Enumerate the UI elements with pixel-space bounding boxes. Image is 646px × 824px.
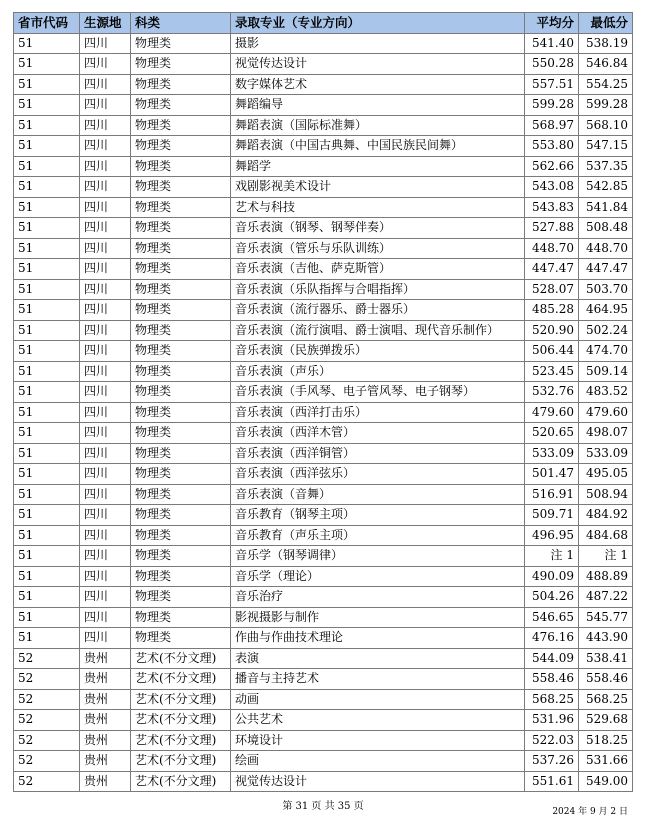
cell-province-code: 51 (14, 525, 80, 546)
cell-major: 音乐表演（声乐） (231, 361, 525, 382)
cell-average-score: 557.51 (525, 74, 579, 95)
cell-major: 作曲与作曲技术理论 (231, 628, 525, 649)
cell-origin: 四川 (80, 54, 131, 75)
table-row (14, 505, 633, 526)
cell-category: 物理类 (131, 95, 231, 116)
cell-category: 物理类 (131, 361, 231, 382)
header-major: 录取专业（专业方向） (231, 13, 525, 34)
table-row (14, 751, 633, 772)
cell-province-code: 51 (14, 95, 80, 116)
cell-province-code: 51 (14, 156, 80, 177)
cell-min-score: 531.66 (579, 751, 633, 772)
cell-average-score: 544.09 (525, 648, 579, 669)
cell-province-code: 51 (14, 74, 80, 95)
cell-origin: 四川 (80, 341, 131, 362)
cell-min-score: 503.70 (579, 279, 633, 300)
cell-average-score: 550.28 (525, 54, 579, 75)
cell-category: 艺术(不分文理) (131, 689, 231, 710)
cell-average-score: 520.90 (525, 320, 579, 341)
cell-average-score: 558.46 (525, 669, 579, 690)
cell-category: 物理类 (131, 464, 231, 485)
cell-category: 物理类 (131, 136, 231, 157)
cell-major: 艺术与科技 (231, 197, 525, 218)
cell-average-score: 523.45 (525, 361, 579, 382)
cell-origin: 四川 (80, 218, 131, 239)
cell-category: 物理类 (131, 607, 231, 628)
cell-province-code: 52 (14, 751, 80, 772)
table-row (14, 607, 633, 628)
table-row (14, 54, 633, 75)
cell-average-score: 562.66 (525, 156, 579, 177)
table-row (14, 402, 633, 423)
cell-major: 舞蹈表演（国际标准舞） (231, 115, 525, 136)
cell-province-code: 51 (14, 177, 80, 198)
table-row (14, 177, 633, 198)
cell-major: 舞蹈学 (231, 156, 525, 177)
cell-origin: 四川 (80, 607, 131, 628)
cell-origin: 四川 (80, 505, 131, 526)
cell-min-score: 533.09 (579, 443, 633, 464)
table-row (14, 361, 633, 382)
cell-province-code: 52 (14, 689, 80, 710)
table-row (14, 218, 633, 239)
cell-major: 音乐教育（声乐主项） (231, 525, 525, 546)
cell-average-score: 543.08 (525, 177, 579, 198)
cell-major: 音乐表演（西洋弦乐） (231, 464, 525, 485)
cell-province-code: 51 (14, 628, 80, 649)
cell-min-score: 483.52 (579, 382, 633, 403)
cell-category: 艺术(不分文理) (131, 751, 231, 772)
cell-province-code: 51 (14, 402, 80, 423)
cell-average-score: 516.91 (525, 484, 579, 505)
cell-category: 物理类 (131, 505, 231, 526)
cell-origin: 四川 (80, 587, 131, 608)
cell-category: 物理类 (131, 74, 231, 95)
cell-average-score: 551.61 (525, 771, 579, 792)
cell-province-code: 51 (14, 341, 80, 362)
cell-origin: 贵州 (80, 751, 131, 772)
cell-major: 音乐表演（音舞） (231, 484, 525, 505)
cell-origin: 四川 (80, 382, 131, 403)
cell-province-code: 51 (14, 423, 80, 444)
cell-min-score: 484.92 (579, 505, 633, 526)
cell-major: 音乐治疗 (231, 587, 525, 608)
cell-min-score: 502.24 (579, 320, 633, 341)
cell-origin: 四川 (80, 33, 131, 54)
cell-province-code: 51 (14, 361, 80, 382)
cell-category: 物理类 (131, 156, 231, 177)
cell-major: 摄影 (231, 33, 525, 54)
cell-province-code: 52 (14, 710, 80, 731)
cell-province-code: 51 (14, 505, 80, 526)
cell-category: 物理类 (131, 423, 231, 444)
cell-average-score: 501.47 (525, 464, 579, 485)
cell-origin: 四川 (80, 423, 131, 444)
cell-origin: 贵州 (80, 689, 131, 710)
cell-average-score: 490.09 (525, 566, 579, 587)
cell-average-score: 496.95 (525, 525, 579, 546)
cell-origin: 四川 (80, 115, 131, 136)
table-row (14, 156, 633, 177)
header-province-code: 省市代码 (14, 13, 80, 34)
cell-origin: 四川 (80, 136, 131, 157)
cell-major: 播音与主持艺术 (231, 669, 525, 690)
cell-min-score: 518.25 (579, 730, 633, 751)
cell-category: 物理类 (131, 484, 231, 505)
cell-min-score: 508.94 (579, 484, 633, 505)
cell-average-score: 527.88 (525, 218, 579, 239)
cell-category: 物理类 (131, 259, 231, 280)
cell-average-score: 541.40 (525, 33, 579, 54)
cell-category: 艺术(不分文理) (131, 648, 231, 669)
cell-major: 音乐学（理论） (231, 566, 525, 587)
cell-major: 音乐表演（流行演唱、爵士演唱、现代音乐制作） (231, 320, 525, 341)
cell-min-score: 538.19 (579, 33, 633, 54)
cell-min-score: 529.68 (579, 710, 633, 731)
cell-origin: 四川 (80, 484, 131, 505)
cell-province-code: 51 (14, 33, 80, 54)
cell-min-score: 488.89 (579, 566, 633, 587)
table-row (14, 320, 633, 341)
cell-province-code: 51 (14, 300, 80, 321)
table-row (14, 423, 633, 444)
cell-category: 物理类 (131, 628, 231, 649)
table-row (14, 648, 633, 669)
table-row (14, 136, 633, 157)
cell-origin: 四川 (80, 238, 131, 259)
cell-origin: 四川 (80, 197, 131, 218)
cell-average-score: 568.97 (525, 115, 579, 136)
cell-major: 绘画 (231, 751, 525, 772)
cell-average-score: 553.80 (525, 136, 579, 157)
cell-average-score: 509.71 (525, 505, 579, 526)
cell-min-score: 547.15 (579, 136, 633, 157)
cell-average-score: 520.65 (525, 423, 579, 444)
cell-min-score: 447.47 (579, 259, 633, 280)
table-row (14, 33, 633, 54)
table-row (14, 259, 633, 280)
cell-average-score: 479.60 (525, 402, 579, 423)
cell-origin: 贵州 (80, 710, 131, 731)
cell-min-score: 568.25 (579, 689, 633, 710)
header-category: 科类 (131, 13, 231, 34)
cell-category: 物理类 (131, 402, 231, 423)
cell-average-score: 568.25 (525, 689, 579, 710)
cell-province-code: 51 (14, 54, 80, 75)
table-row (14, 382, 633, 403)
cell-major: 动画 (231, 689, 525, 710)
cell-province-code: 51 (14, 218, 80, 239)
cell-min-score: 599.28 (579, 95, 633, 116)
cell-min-score: 注 1 (579, 546, 633, 567)
cell-province-code: 52 (14, 730, 80, 751)
table-row (14, 300, 633, 321)
cell-province-code: 51 (14, 484, 80, 505)
cell-average-score: 504.26 (525, 587, 579, 608)
table-row (14, 95, 633, 116)
cell-major: 影视摄影与制作 (231, 607, 525, 628)
cell-category: 物理类 (131, 218, 231, 239)
cell-category: 物理类 (131, 33, 231, 54)
cell-province-code: 51 (14, 566, 80, 587)
table-row (14, 546, 633, 567)
cell-category: 物理类 (131, 197, 231, 218)
header-min-score: 最低分 (579, 13, 633, 34)
cell-min-score: 541.84 (579, 197, 633, 218)
cell-major: 音乐表演（西洋木管） (231, 423, 525, 444)
cell-origin: 四川 (80, 361, 131, 382)
table-row (14, 238, 633, 259)
table-row (14, 484, 633, 505)
table-header-row (14, 13, 633, 34)
cell-major: 音乐表演（西洋铜管） (231, 443, 525, 464)
cell-major: 表演 (231, 648, 525, 669)
cell-major: 数字媒体艺术 (231, 74, 525, 95)
cell-average-score: 543.83 (525, 197, 579, 218)
table-row (14, 525, 633, 546)
cell-category: 物理类 (131, 115, 231, 136)
cell-major: 音乐学（钢琴调律） (231, 546, 525, 567)
cell-origin: 四川 (80, 320, 131, 341)
cell-category: 物理类 (131, 566, 231, 587)
cell-province-code: 51 (14, 443, 80, 464)
table-row (14, 197, 633, 218)
cell-category: 物理类 (131, 300, 231, 321)
cell-min-score: 464.95 (579, 300, 633, 321)
cell-major: 公共艺术 (231, 710, 525, 731)
cell-province-code: 51 (14, 136, 80, 157)
cell-major: 音乐表演（西洋打击乐） (231, 402, 525, 423)
cell-major: 音乐表演（手风琴、电子管风琴、电子钢琴） (231, 382, 525, 403)
cell-min-score: 537.35 (579, 156, 633, 177)
cell-min-score: 558.46 (579, 669, 633, 690)
cell-major: 音乐表演（乐队指挥与合唱指挥） (231, 279, 525, 300)
cell-province-code: 51 (14, 587, 80, 608)
table-row (14, 628, 633, 649)
cell-origin: 贵州 (80, 771, 131, 792)
cell-major: 音乐表演（流行器乐、爵士器乐） (231, 300, 525, 321)
cell-origin: 四川 (80, 402, 131, 423)
cell-province-code: 51 (14, 320, 80, 341)
cell-origin: 四川 (80, 464, 131, 485)
cell-province-code: 51 (14, 464, 80, 485)
cell-origin: 四川 (80, 566, 131, 587)
cell-min-score: 474.70 (579, 341, 633, 362)
cell-origin: 四川 (80, 525, 131, 546)
cell-average-score: 506.44 (525, 341, 579, 362)
cell-average-score: 537.26 (525, 751, 579, 772)
table-row (14, 710, 633, 731)
cell-major: 音乐表演（管乐与乐队训练） (231, 238, 525, 259)
cell-min-score: 498.07 (579, 423, 633, 444)
cell-average-score: 522.03 (525, 730, 579, 751)
cell-major: 戏剧影视美术设计 (231, 177, 525, 198)
cell-category: 艺术(不分文理) (131, 771, 231, 792)
cell-average-score: 注 1 (525, 546, 579, 567)
cell-province-code: 51 (14, 382, 80, 403)
table-row (14, 587, 633, 608)
cell-category: 物理类 (131, 546, 231, 567)
cell-major: 视觉传达设计 (231, 771, 525, 792)
cell-average-score: 533.09 (525, 443, 579, 464)
cell-province-code: 51 (14, 259, 80, 280)
cell-category: 物理类 (131, 279, 231, 300)
cell-category: 物理类 (131, 525, 231, 546)
cell-min-score: 549.00 (579, 771, 633, 792)
cell-min-score: 487.22 (579, 587, 633, 608)
cell-province-code: 52 (14, 771, 80, 792)
cell-major: 音乐表演（民族弹拨乐） (231, 341, 525, 362)
cell-average-score: 528.07 (525, 279, 579, 300)
table-row (14, 279, 633, 300)
cell-category: 艺术(不分文理) (131, 730, 231, 751)
cell-min-score: 554.25 (579, 74, 633, 95)
cell-category: 物理类 (131, 443, 231, 464)
table-row (14, 771, 633, 792)
cell-province-code: 51 (14, 197, 80, 218)
cell-province-code: 51 (14, 115, 80, 136)
document-date: 2024 年 9 月 2 日 (552, 807, 628, 817)
cell-category: 物理类 (131, 238, 231, 259)
cell-min-score: 545.77 (579, 607, 633, 628)
table-row (14, 566, 633, 587)
cell-category: 物理类 (131, 587, 231, 608)
cell-province-code: 51 (14, 546, 80, 567)
cell-category: 物理类 (131, 320, 231, 341)
cell-origin: 四川 (80, 156, 131, 177)
table-row (14, 730, 633, 751)
cell-min-score: 443.90 (579, 628, 633, 649)
cell-province-code: 52 (14, 669, 80, 690)
cell-category: 物理类 (131, 177, 231, 198)
cell-major: 音乐教育（钢琴主项） (231, 505, 525, 526)
cell-origin: 贵州 (80, 669, 131, 690)
cell-origin: 四川 (80, 443, 131, 464)
cell-min-score: 448.70 (579, 238, 633, 259)
cell-min-score: 479.60 (579, 402, 633, 423)
cell-origin: 四川 (80, 74, 131, 95)
table-row (14, 115, 633, 136)
cell-min-score: 546.84 (579, 54, 633, 75)
cell-category: 艺术(不分文理) (131, 710, 231, 731)
cell-category: 物理类 (131, 54, 231, 75)
cell-min-score: 568.10 (579, 115, 633, 136)
cell-origin: 四川 (80, 259, 131, 280)
cell-category: 物理类 (131, 341, 231, 362)
cell-min-score: 542.85 (579, 177, 633, 198)
cell-province-code: 51 (14, 279, 80, 300)
admission-score-table (13, 12, 633, 792)
table-body (14, 33, 633, 792)
cell-origin: 四川 (80, 177, 131, 198)
cell-average-score: 599.28 (525, 95, 579, 116)
cell-min-score: 495.05 (579, 464, 633, 485)
cell-province-code: 51 (14, 238, 80, 259)
cell-average-score: 532.76 (525, 382, 579, 403)
table-row (14, 341, 633, 362)
cell-major: 舞蹈表演（中国古典舞、中国民族民间舞） (231, 136, 525, 157)
cell-average-score: 447.47 (525, 259, 579, 280)
table-row (14, 74, 633, 95)
cell-province-code: 52 (14, 648, 80, 669)
cell-min-score: 538.41 (579, 648, 633, 669)
cell-major: 视觉传达设计 (231, 54, 525, 75)
cell-major: 环境设计 (231, 730, 525, 751)
cell-min-score: 508.48 (579, 218, 633, 239)
cell-major: 舞蹈编导 (231, 95, 525, 116)
cell-average-score: 476.16 (525, 628, 579, 649)
cell-min-score: 484.68 (579, 525, 633, 546)
cell-major: 音乐表演（吉他、萨克斯管） (231, 259, 525, 280)
table-row (14, 464, 633, 485)
cell-category: 艺术(不分文理) (131, 669, 231, 690)
cell-origin: 贵州 (80, 648, 131, 669)
cell-average-score: 448.70 (525, 238, 579, 259)
header-origin: 生源地 (80, 13, 131, 34)
cell-min-score: 509.14 (579, 361, 633, 382)
cell-origin: 四川 (80, 628, 131, 649)
page-number: 第 31 页 共 35 页 (282, 801, 364, 812)
header-average-score: 平均分 (525, 13, 579, 34)
cell-origin: 四川 (80, 300, 131, 321)
table-row (14, 443, 633, 464)
cell-origin: 四川 (80, 279, 131, 300)
table-row (14, 669, 633, 690)
table-row (14, 689, 633, 710)
cell-average-score: 546.65 (525, 607, 579, 628)
cell-major: 音乐表演（钢琴、钢琴伴奏） (231, 218, 525, 239)
cell-origin: 四川 (80, 95, 131, 116)
cell-average-score: 485.28 (525, 300, 579, 321)
cell-origin: 四川 (80, 546, 131, 567)
cell-average-score: 531.96 (525, 710, 579, 731)
cell-province-code: 51 (14, 607, 80, 628)
cell-origin: 贵州 (80, 730, 131, 751)
cell-category: 物理类 (131, 382, 231, 403)
